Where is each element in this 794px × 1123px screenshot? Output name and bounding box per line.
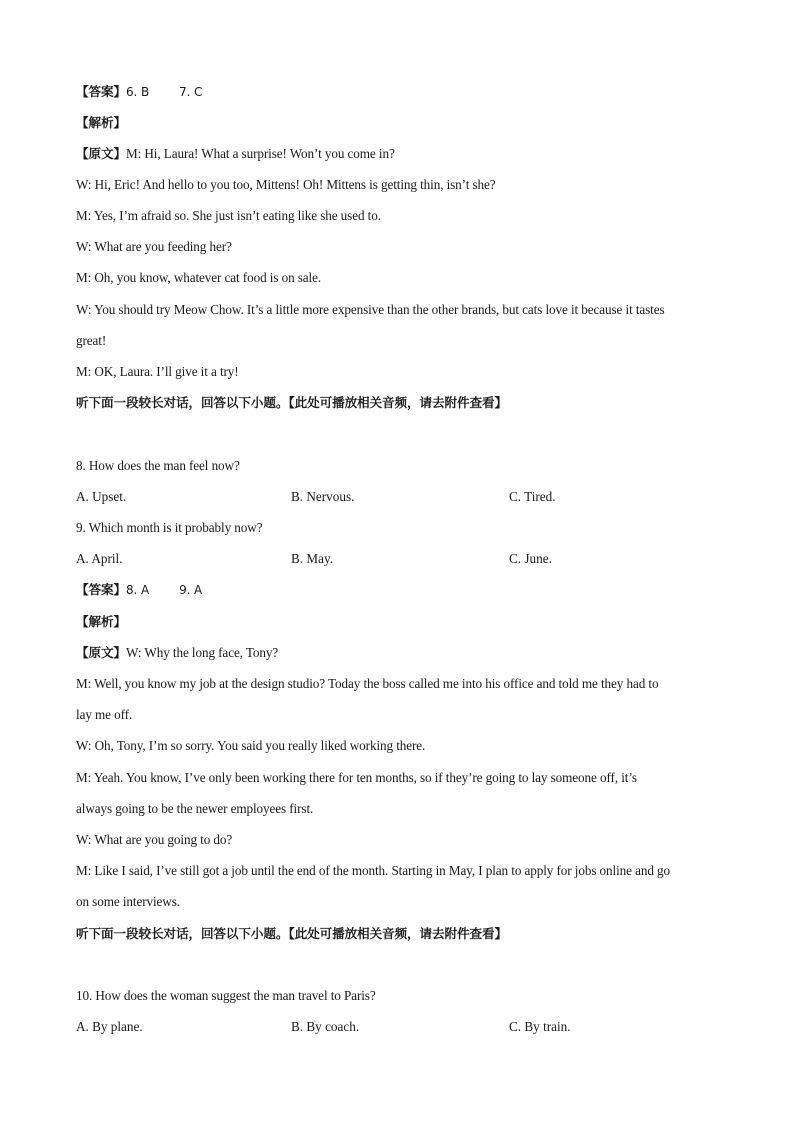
answer-line-1 (76, 84, 202, 100)
question-9-option-c: C. June. (509, 551, 552, 566)
transcript-line: lay me off. (76, 707, 133, 722)
question-8-option-a: A. Upset. (76, 489, 127, 504)
transcript-line: always going to be the newer employees first. (76, 801, 314, 816)
question-8-option-b: B. Nervous. (291, 489, 355, 504)
transcript-text: M: Hi, Laura! What a surprise! Won’t you come in? (125, 146, 395, 161)
transcript-line: W: You should try Meow Chow. It’s a little more expensive than the other brands, but cats love it because it tastes (76, 302, 665, 317)
transcript-line: M: Oh, you know, whatever cat food is on sale. (76, 270, 322, 285)
transcript-line: on some interviews. (76, 894, 180, 909)
answer-8: 8. A (125, 583, 150, 597)
listening-instruction-2: 听下面一段较长对话，回答以下小题。【此处可播放相关音频，请去附件查看】 (76, 926, 507, 941)
answer-6: 6. B (125, 85, 150, 99)
question-10-stem: 10. How does the woman suggest the man travel to Paris? (76, 988, 376, 1003)
answer-7: 7. C (179, 85, 203, 99)
transcript-line: great! (76, 333, 107, 348)
question-8-option-c: C. Tired. (509, 489, 556, 504)
transcript-line: W: Hi, Eric! And hello to you too, Mittens! Oh! Mittens is getting thin, isn’t she? (76, 177, 496, 192)
analysis-label-2: 【解析】 (76, 614, 126, 629)
question-9-option-b: B. May. (291, 551, 334, 566)
transcript-text: W: Why the long face, Tony? (125, 645, 279, 660)
transcript-line: M: Well, you know my job at the design studio? Today the boss called me into his office and told me they had to (76, 676, 659, 691)
answer-label: 【答案】 (76, 84, 126, 99)
question-10-option-c: C. By train. (509, 1019, 571, 1034)
transcript-line: M: Like I said, I’ve still got a job until the end of the month. Starting in May, I plan to apply for jobs online and go (76, 863, 671, 878)
analysis-label-1: 【解析】 (76, 115, 126, 130)
question-8-stem: 8. How does the man feel now? (76, 458, 240, 473)
transcript-line: M: Yes, I’m afraid so. She just isn’t eating like she used to. (76, 208, 381, 223)
question-10-option-a: A. By plane. (76, 1019, 143, 1034)
transcript-line: M: OK, Laura. I’ll give it a try! (76, 364, 239, 379)
question-9-stem: 9. Which month is it probably now? (76, 520, 263, 535)
question-9-option-a: A. April. (76, 551, 123, 566)
answer-line-2 (76, 582, 202, 598)
listening-instruction-1: 听下面一段较长对话，回答以下小题。【此处可播放相关音频，请去附件查看】 (76, 395, 507, 410)
transcript-line: W: Oh, Tony, I’m so sorry. You said you really liked working there. (76, 738, 426, 753)
transcript-line: M: Yeah. You know, I’ve only been working there for ten months, so if they’re going to lay someone off, it’s (76, 770, 637, 785)
answer-9: 9. A (179, 583, 203, 597)
question-10-option-b: B. By coach. (291, 1019, 360, 1034)
transcript-label: 【原文】 (76, 645, 126, 660)
transcript-line: W: What are you feeding her? (76, 239, 232, 254)
transcript-line (76, 146, 395, 162)
answer-label: 【答案】 (76, 582, 126, 597)
transcript-line: W: What are you going to do? (76, 832, 233, 847)
transcript-line (76, 645, 278, 661)
transcript-label: 【原文】 (76, 146, 126, 161)
